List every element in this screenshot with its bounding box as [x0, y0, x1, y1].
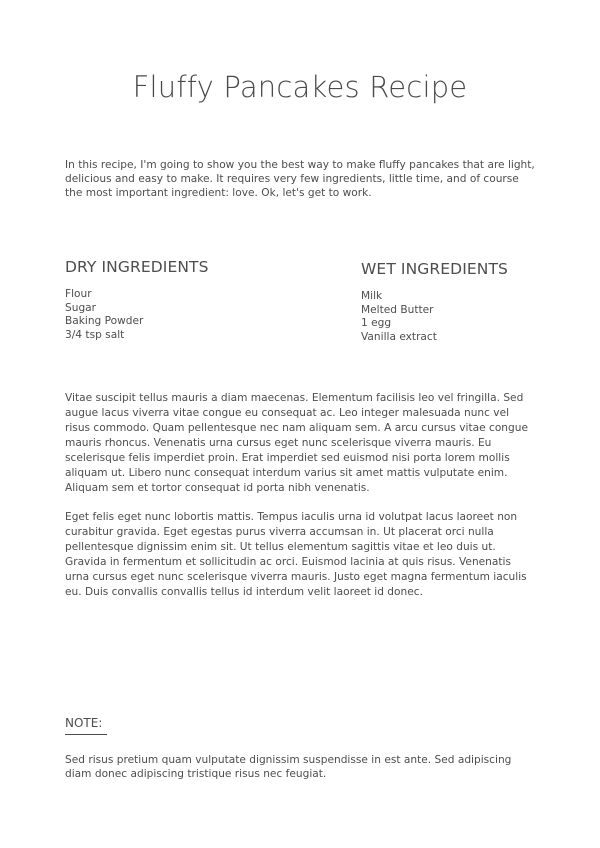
dry-ingredients-section	[65, 258, 305, 342]
list-item: 1 egg	[361, 317, 392, 329]
list-item: Flour	[65, 288, 92, 300]
wet-ingredients-list	[361, 290, 600, 344]
note-label: NOTE:	[65, 716, 103, 730]
list-item: Sugar	[65, 301, 97, 314]
dry-ingredients-heading: DRY INGREDIENTS	[65, 258, 209, 276]
list-item: Milk	[361, 290, 383, 302]
note-text: Sed risus pretium quam vulputate dignissim suspendisse in est ante. Sed adipiscing diam donec adipiscing tristique risus nec feugiat.	[65, 754, 512, 780]
page-title: Fluffy Pancakes Recipe	[132, 70, 468, 104]
wet-ingredients-section	[361, 260, 600, 344]
note-underline	[65, 734, 107, 735]
list-item: 3/4 tsp salt	[65, 328, 125, 341]
intro-paragraph: In this recipe, I'm going to show you the best way to make fluffy pancakes that are light, delicious and easy to make. It requires very few ingredients, little time, and of course the most important ingredient: love. Ok, let's get to work.	[65, 159, 535, 200]
dry-ingredients-list	[65, 288, 305, 342]
wet-ingredients-heading: WET INGREDIENTS	[361, 260, 508, 278]
body-paragraph: Eget felis eget nunc lobortis mattis. Tempus iaculis urna id volutpat lacus laoreet non curabitur gravida. Eget egestas purus viverra accumsan in. Ut placerat orci nulla pellentesque dignissim enim sit. Ut tellus elementum sagittis vitae et leo duis ut. Gravida in fermentum et sollicitudin ac orci. Euismod lacinia at quis risus. Venenatis urna cursus eget nunc scelerisque viverra mauris. Justo eget magna fermentum iaculis eu. Duis convallis convallis tellus id interdum velit laoreet id donec.	[65, 511, 527, 598]
list-item: Melted Butter	[361, 303, 434, 316]
list-item: Baking Powder	[65, 315, 144, 327]
body-paragraph: Vitae suscipit tellus mauris a diam maecenas. Elementum facilisis leo vel fringilla. Sed augue lacus viverra vitae congue eu consequat ac. Leo integer malesuada nunc vel risus commodo. Quam pellentesque nec nam aliquam sem. A arcu cursus vitae congue mauris rhoncus. Venenatis urna cursus eget nunc scelerisque viverra mauris. Eu scelerisque felis imperdiet proin. Erat imperdiet sed euismod nisi porta lorem mollis aliquam ut. Libero nunc consequat interdum varius sit amet mattis vulputate enim. Aliquam sem et tortor consequat id porta nibh venenatis.	[65, 392, 528, 494]
list-item: Vanilla extract	[361, 330, 437, 343]
